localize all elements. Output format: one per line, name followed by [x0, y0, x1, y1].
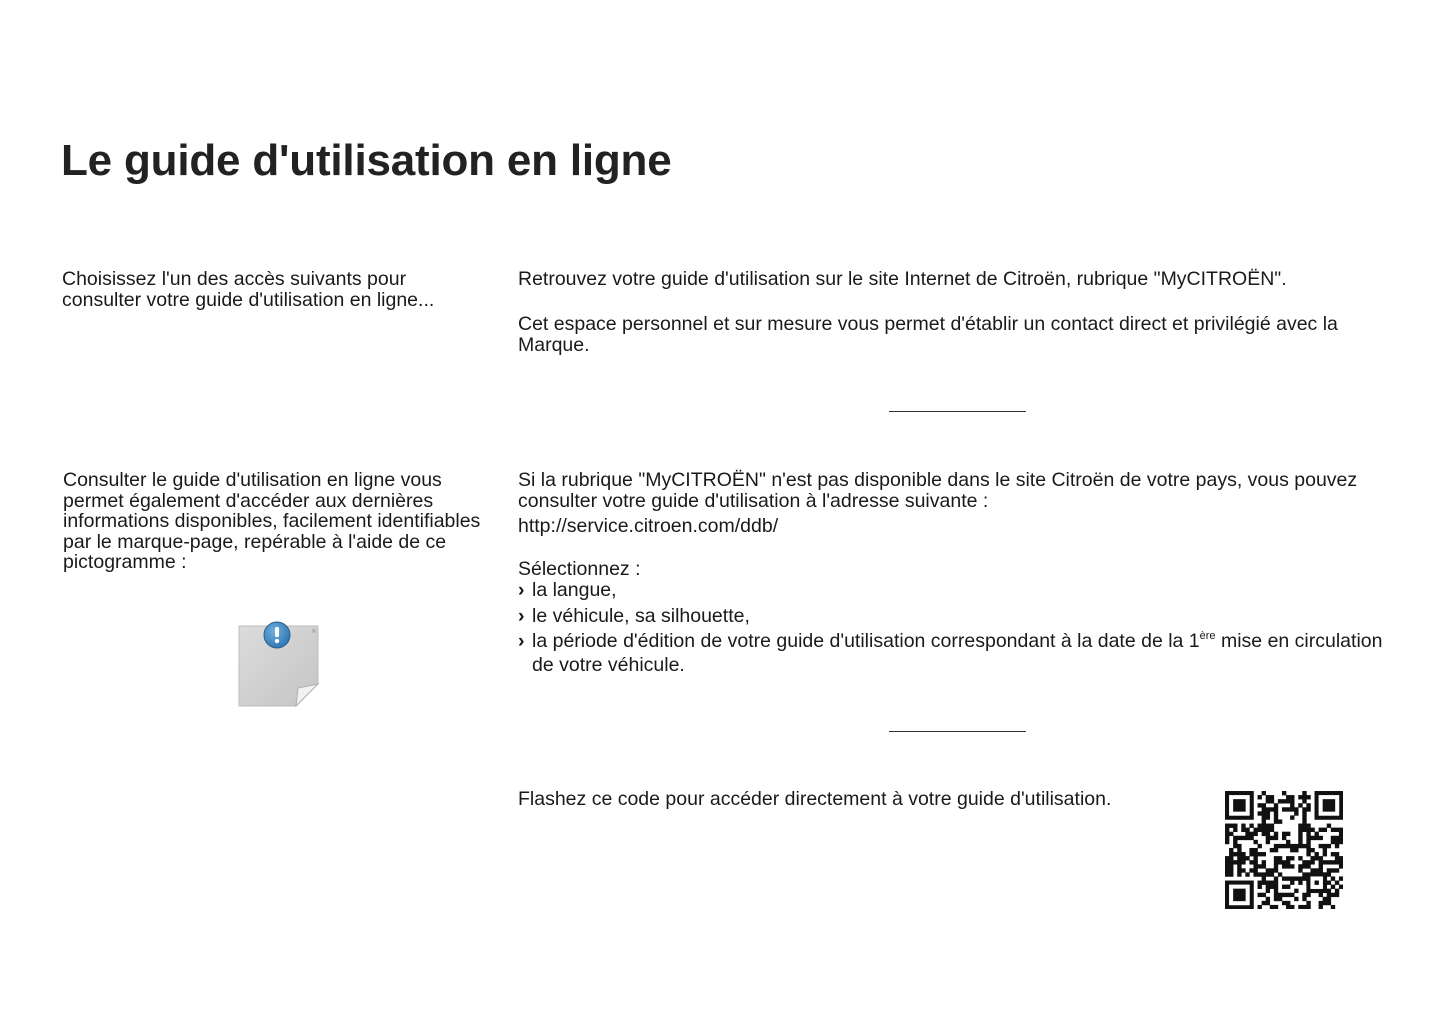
list-item [518, 631, 1398, 675]
selection-list [518, 580, 1398, 675]
list-item-text-continued: de votre véhicule. [532, 653, 685, 676]
list-item-text: le véhicule, sa silhouette, [532, 604, 750, 627]
chevron-right-icon: › [518, 604, 525, 627]
manual-url[interactable]: http://service.citroen.com/ddb/ [518, 515, 779, 537]
bookmark-line: permet également d'accéder aux dernières [63, 489, 434, 512]
personal-line: Cet espace personnel et sur mesure vous permet d'établir un contact direct et privilégié avec la [518, 313, 1338, 335]
mycitroen-line: Retrouvez votre guide d'utilisation sur le site Internet de Citroën, rubrique "MyCITROËN". [518, 268, 1287, 290]
fallback-line: Si la rubrique "MyCITROËN" n'est pas disponible dans le site Citroën de votre pays, vous pouvez [518, 469, 1358, 491]
bookmark-text [63, 470, 503, 573]
list-item-text: la langue, [532, 579, 617, 601]
section-divider [889, 411, 1026, 412]
personal-space-text [518, 314, 1398, 355]
list-item [518, 580, 1398, 601]
ordinal-superscript: ère [1199, 630, 1216, 642]
intro-line: consulter votre guide d'utilisation en ligne... [62, 288, 435, 311]
qr-instruction: Flashez ce code pour accéder directement à votre guide d'utilisation. [518, 788, 1112, 810]
qr-code-icon[interactable] [1225, 791, 1343, 909]
chevron-right-icon: › [518, 630, 525, 652]
page-title: Le guide d'utilisation en ligne [61, 136, 672, 185]
bookmark-line: par le marque-page, repérable à l'aide de ce [63, 530, 447, 553]
intro-line: Choisissez l'un des accès suivants pour [62, 268, 407, 290]
fallback-line: consulter votre guide d'utilisation à l'adresse suivante : [518, 489, 989, 512]
list-item-text-end: mise en circulation [1215, 630, 1383, 652]
svg-text:×: × [311, 627, 317, 635]
select-label: Sélectionnez : [518, 558, 641, 580]
bookmark-line: Consulter le guide d'utilisation en ligne vous [63, 469, 442, 491]
list-item-text [532, 631, 1382, 675]
intro-text [62, 269, 492, 310]
bookmark-line: informations disponibles, facilement identifiables [63, 510, 481, 532]
list-item [518, 606, 1398, 627]
section-divider [889, 731, 1026, 732]
bookmark-line: pictogramme : [63, 551, 187, 573]
bookmark-note-icon [236, 620, 322, 708]
personal-line: Marque. [518, 333, 590, 356]
list-item-text-start: la période d'édition de votre guide d'utilisation correspondant à la date de la 1 [532, 630, 1200, 652]
chevron-right-icon: › [518, 579, 525, 601]
mycitroen-text [518, 269, 1398, 290]
fallback-text [518, 470, 1398, 511]
